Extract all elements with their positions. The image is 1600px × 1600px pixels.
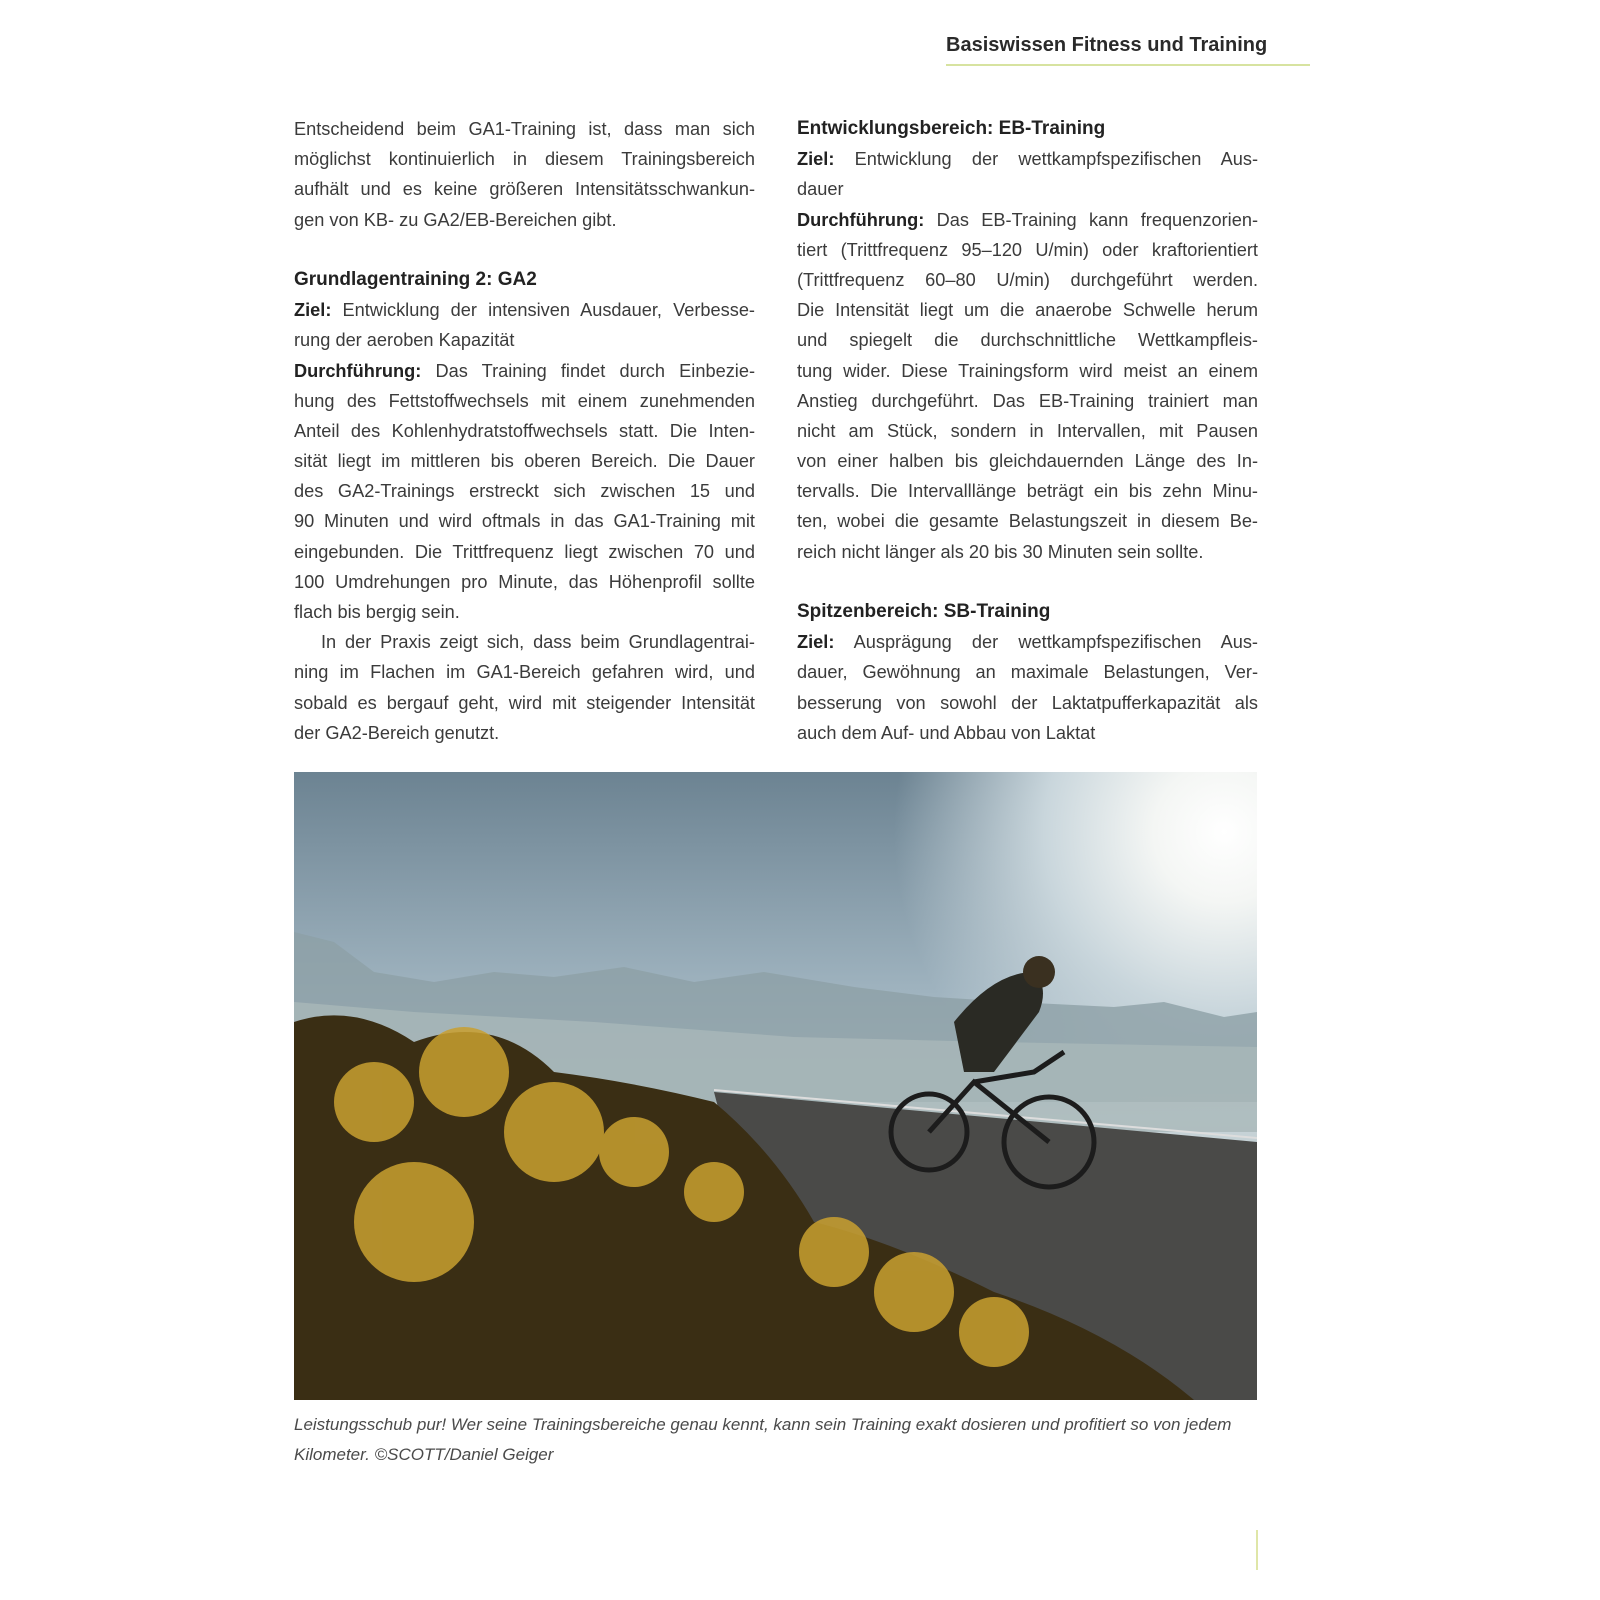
line-text: 90 Minuten und wird oftmals in das GA1-Training mit bbox=[294, 511, 755, 532]
right-column bbox=[797, 114, 1258, 748]
line-text: nicht am Stück, sondern in Intervallen, mit Pausen bbox=[797, 420, 1258, 441]
cyclist-photo bbox=[294, 772, 1257, 1400]
line-text: flach bis bergig sein. bbox=[294, 602, 460, 622]
text-line bbox=[294, 567, 755, 597]
text-line bbox=[294, 718, 755, 748]
text-line bbox=[294, 416, 755, 446]
line-text: Das Training findet durch Einbezie- bbox=[421, 360, 755, 381]
text-line bbox=[294, 114, 755, 144]
line-text: eingebunden. Die Trittfrequenz liegt zwischen 70 und bbox=[294, 541, 755, 562]
line-text: gen von KB- zu GA2/EB-Bereichen gibt. bbox=[294, 209, 617, 230]
text-line bbox=[294, 537, 755, 567]
bold-label: Durchführung: bbox=[294, 360, 422, 381]
line-text: 100 Umdrehungen pro Minute, das Höhenprofil sollte bbox=[294, 571, 755, 592]
text-line bbox=[797, 174, 1258, 204]
page-edge-mark bbox=[1256, 1530, 1258, 1570]
text-line bbox=[797, 416, 1258, 446]
line-text: Entwicklung der intensiven Ausdauer, Verbesse- bbox=[331, 300, 755, 321]
text-line bbox=[294, 386, 755, 416]
line-text: hung des Fettstoffwechsels mit einem zunehmenden bbox=[294, 390, 755, 411]
text-line bbox=[294, 144, 755, 174]
text-line bbox=[797, 386, 1258, 416]
line-text: des GA2-Trainings erstreckt sich zwischen 15 und bbox=[294, 481, 755, 502]
text-line bbox=[294, 295, 755, 325]
line-text: ning im Flachen im GA1-Bereich gefahren wird, und bbox=[294, 662, 755, 683]
section-heading: Spitzenbereich: SB-Training bbox=[797, 601, 1051, 622]
line-text: ten, wobei die gesamte Belastungszeit in diesem Be- bbox=[797, 511, 1258, 532]
blank-line bbox=[294, 235, 755, 265]
line-text: (Trittfrequenz 60–80 U/min) durchgeführt werden. bbox=[797, 269, 1258, 290]
text-line bbox=[797, 265, 1258, 295]
photo-caption: Leistungsschub pur! Wer seine Trainingsbereiche genau kennt, kann sein Training exakt dosieren und profitiert so von jedem Kilometer. ©SCOTT/Daniel Geiger bbox=[294, 1415, 1232, 1464]
line-text: Entscheidend beim GA1-Training ist, dass man sich bbox=[294, 119, 755, 139]
line-text: Entwicklung der wettkampfspezifischen Aus- bbox=[834, 149, 1258, 170]
text-line bbox=[797, 235, 1258, 265]
blank-line bbox=[797, 567, 1258, 597]
left-column bbox=[294, 114, 755, 748]
line-text: aufhält und es keine größeren Intensitätsschwankun- bbox=[294, 179, 755, 200]
text-line bbox=[797, 627, 1258, 657]
text-line bbox=[294, 476, 755, 506]
line-text: tervalls. Die Intervalllänge beträgt ein bis zehn Minu- bbox=[797, 481, 1258, 502]
text-line bbox=[294, 688, 755, 718]
text-line bbox=[797, 537, 1258, 567]
line-text: In der Praxis zeigt sich, dass beim Grundlagentrai- bbox=[321, 632, 755, 653]
text-line bbox=[797, 688, 1258, 718]
line-text: Ausprägung der wettkampfspezifischen Aus- bbox=[834, 632, 1258, 653]
text-line bbox=[797, 506, 1258, 536]
line-text: möglichst kontinuierlich in diesem Trainingsbereich bbox=[294, 149, 755, 170]
text-line bbox=[294, 446, 755, 476]
line-text: Die Intensität liegt um die anaerobe Schwelle herum bbox=[797, 300, 1258, 321]
line-text: Das EB-Training kann frequenzorien- bbox=[924, 209, 1258, 230]
running-head-rule bbox=[946, 64, 1310, 66]
bold-label: Durchführung: bbox=[797, 209, 925, 230]
line-text: reich nicht länger als 20 bis 30 Minuten sein sollte. bbox=[797, 541, 1204, 562]
text-line bbox=[797, 205, 1258, 235]
line-text: von einer halben bis gleichdauernden Länge des In- bbox=[797, 451, 1258, 472]
text-line bbox=[294, 506, 755, 536]
text-line bbox=[797, 295, 1258, 325]
text-line bbox=[294, 174, 755, 204]
line-text: Anteil des Kohlenhydratstoffwechsels statt. Die Inten- bbox=[294, 420, 755, 441]
section-heading: Grundlagentraining 2: GA2 bbox=[294, 268, 537, 290]
text-line bbox=[797, 476, 1258, 506]
text-line bbox=[294, 627, 755, 657]
text-line bbox=[797, 325, 1258, 355]
line-text: besserung von sowohl der Laktatpufferkapazität als bbox=[797, 692, 1258, 713]
text-line bbox=[294, 356, 755, 386]
text-line bbox=[294, 597, 755, 627]
text-line bbox=[797, 718, 1258, 748]
line-text: dauer, Gewöhnung an maximale Belastungen, Ver- bbox=[797, 662, 1258, 683]
text-line bbox=[797, 144, 1258, 174]
line-text: dauer bbox=[797, 179, 844, 200]
text-line bbox=[294, 657, 755, 687]
bold-label: Ziel: bbox=[294, 300, 332, 321]
line-text: rung der aeroben Kapazität bbox=[294, 330, 515, 351]
line-text: der GA2-Bereich genutzt. bbox=[294, 722, 500, 743]
line-text: tung wider. Diese Trainingsform wird meist an einem bbox=[797, 360, 1258, 381]
text-line bbox=[294, 205, 755, 235]
line-text: auch dem Auf- und Abbau von Laktat bbox=[797, 722, 1096, 743]
photo-illustration bbox=[294, 772, 1257, 1400]
text-line bbox=[294, 325, 755, 355]
text-line bbox=[797, 446, 1258, 476]
line-text: und spiegelt die durchschnittliche Wettkampfleis- bbox=[797, 330, 1258, 351]
line-text: Anstieg durchgeführt. Das EB-Training trainiert man bbox=[797, 390, 1258, 411]
section-heading: Entwicklungsbereich: EB-Training bbox=[797, 118, 1106, 139]
running-head: Basiswissen Fitness und Training bbox=[946, 34, 1268, 56]
line-text: sität liegt im mittleren bis oberen Bereich. Die Dauer bbox=[294, 451, 755, 472]
text-line bbox=[797, 657, 1258, 687]
bold-label: Ziel: bbox=[797, 632, 835, 653]
line-text: tiert (Trittfrequenz 95–120 U/min) oder kraftorientiert bbox=[797, 239, 1258, 260]
bold-label: Ziel: bbox=[797, 149, 835, 170]
text-line bbox=[797, 356, 1258, 386]
line-text: sobald es bergauf geht, wird mit steigender Intensität bbox=[294, 692, 755, 713]
